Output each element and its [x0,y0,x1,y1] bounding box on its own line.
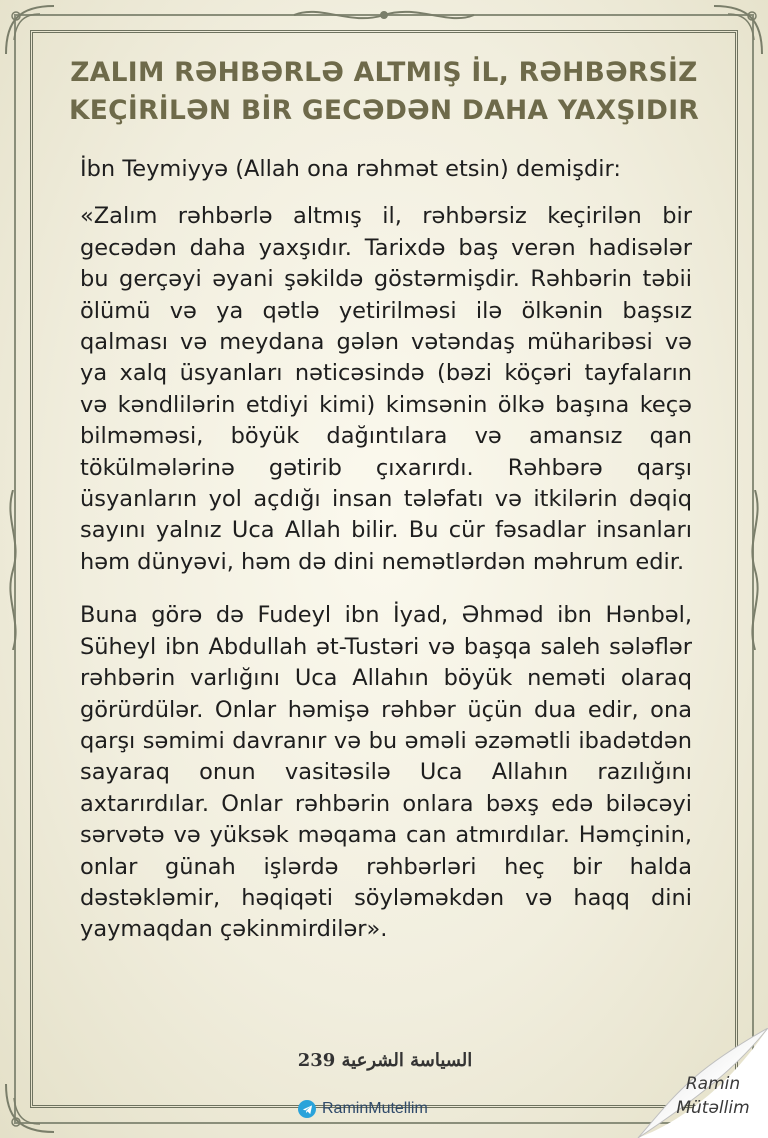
intro-line: İbn Teymiyyə (Allah ona rəhmət etsin) demişdir: [80,156,621,182]
telegram-icon [298,1100,316,1118]
quote-paragraph: «Zalım rəhbərlə altmış il, rəhbərsiz keçirilən bir gecədən daha yaxşıdır. Tarixdə baş verən hadisələr bu gerçəyi əyani şəkildə göstərmişdir. Rəhbərin təbii ölümü və ya qətlə yetirilməsi ilə ölkənin başsız qalması və meydana gələn vətəndaş müharibəsi və ya xalq üsyanları nəticəsində (bəzi köçəri tayfaların və kəndlilərin etdiyi kimi) kimsənin ölkə başına keçə bilməməsi, böyük dağıntılara və amansız qan tökülmələrinə gətirib çıxarırdı. Rəhbərə qarşı üsyanların yol açdığı insan tələfatı və itkilərin dəqiq sayını yalnız Uca Allah bilir. Bu cür fəsadlar insanları həm dünyəvi, həm də dini nemətlərdən məhrum edir. [80,203,692,575]
telegram-link[interactable] [298,1100,428,1118]
title-line-1: ZALIM RƏHBƏRLƏ ALTMIŞ İL, RƏHBƏRSİZ [70,57,698,88]
author-signature [668,1072,758,1120]
signature-line-1: Ramin [685,1074,741,1094]
source-reference: السياسة الشرعية 239 [297,1050,473,1071]
side-ornament-left [4,490,22,650]
second-paragraph: Buna görə də Fudeyl ibn İyad, Əhməd ibn Hənbəl, Süheyl ibn Abdullah ət-Tustəri və başqa saleh sələflər rəhbərin varlığını Uca Allahın böyük neməti olaraq görürdülər. Onlar həmişə rəhbər üçün dua edir, ona qarşı səmimi davranır və bu əməli əzəmətli ibadətdən sayaraq onun vasitəsilə Uca Allahın razılığını axtarırdılar. Onlar rəhbərin onlara bəxş edə biləcəyi sərvətə və yüksək məqama can atmırdılar. Həmçinin, onlar günah işlərdə rəhbərləri heç bir halda dəstəkləmir, həqiqəti söyləməkdən və haqq dini yaymaqdan çəkinmirdilər». [80,602,692,943]
corner-ornament [708,0,768,60]
corner-ornament [0,1078,60,1138]
corner-ornament [0,0,60,60]
top-ornament [290,2,478,28]
page-title [48,54,720,130]
article-body [80,154,692,946]
side-ornament-right [746,490,764,650]
telegram-handle: RaminMutellim [322,1100,428,1117]
title-line-2: KEÇİRİLƏN BİR GECƏDƏN DAHA YAXŞIDIR [68,95,700,126]
signature-line-2: Mütəllim [676,1098,750,1118]
